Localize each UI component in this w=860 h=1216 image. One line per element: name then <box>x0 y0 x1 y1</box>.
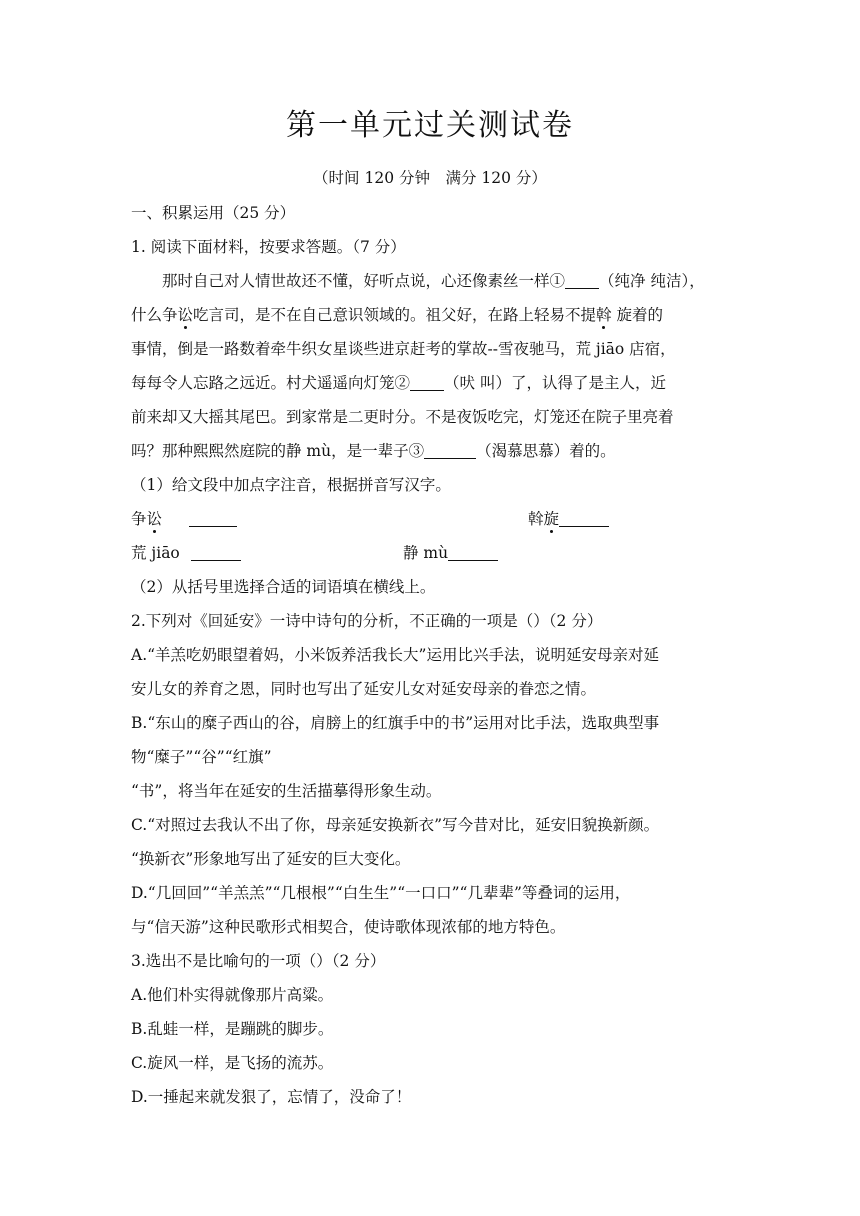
option-a-cont: 安儿女的养育之恩，同时也写出了延安儿女对延安母亲的眷恋之情。 <box>131 680 597 698</box>
option-c: C.旋风一样，是飞扬的流苏。 <box>131 1054 334 1072</box>
passage-line: 每每令人忘路之远近。村犬遥遥向灯笼② （吠 叫）了，认得了是主人，近 <box>131 374 666 392</box>
pinyin-blank[interactable] <box>559 510 609 527</box>
option-d: D.一捶起来就发狠了，忘情了，没命了！ <box>131 1088 412 1106</box>
passage-line: 什么争讼吃言司，是不在自己意识领域的。祖父好，在路上轻易不提斡 旋着的 <box>131 306 663 324</box>
passage-line: 那时自己对人情世故还不懂，好听点说，心还像素丝一样① （纯净 纯洁）， <box>162 272 705 290</box>
option-c-cont: “换新衣”形象地写出了延安的巨大变化。 <box>131 850 411 868</box>
exam-info: （时间 120 分钟 满分 120 分） <box>313 169 547 187</box>
pinyin-blank[interactable] <box>189 510 237 527</box>
dotted-char: 讼 <box>177 306 194 324</box>
option-b-cont: “书”，将当年在延安的生活描摹得形象生动。 <box>131 782 442 800</box>
dotted-char: 斡 <box>596 306 612 324</box>
fill-row: 荒 jiāo 静 mù <box>131 542 731 564</box>
answer-blank-3[interactable] <box>424 442 476 459</box>
sub-question-1: （1）给文段中加点字注音，根据拼音写汉字。 <box>131 476 451 494</box>
option-d: D.“几回回”“羊羔羔”“几根根”“白生生”“一口口”“几辈辈”等叠词的运用， <box>131 884 631 902</box>
question-1-stem: 1. 阅读下面材料，按要求答题。（7 分） <box>131 238 406 256</box>
passage-line: 事情，倒是一路数着牵牛织女星谈些进京赶考的掌故--雪夜驰马，荒 jiāo 店宿， <box>131 340 676 358</box>
option-b: B.“东山的糜子西山的谷，肩膀上的红旗手中的书”运用对比手法，选取典型事 <box>131 714 660 732</box>
question-3-stem: 3.选出不是比喻句的一项（）（2 分） <box>131 952 386 970</box>
option-d-cont: 与“信天游”这种民歌形式相契合，使诗歌体现浓郁的地方特色。 <box>131 918 566 936</box>
answer-blank-2[interactable] <box>410 374 444 391</box>
dotted-char: 旋 <box>543 510 560 528</box>
passage-line: 前来却又大摇其尾巴。到家常是二更时分。不是夜饭吃完，灯笼还在院子里亮着 <box>131 408 674 426</box>
option-b-cont: 物“糜子”“谷”“红旗” <box>131 748 272 766</box>
question-2-stem: 2.下列对《回延安》一诗中诗句的分析，不正确的一项是（）（2 分） <box>131 612 603 630</box>
option-b: B.乱蛙一样，是蹦跳的脚步。 <box>131 1020 334 1038</box>
page-title: 第一单元过关测试卷 <box>286 108 574 143</box>
option-c: C.“对照过去我认不出了你，母亲延安换新衣”写今昔对比，延安旧貌换新颜。 <box>131 816 660 834</box>
dotted-char: 讼 <box>146 510 163 528</box>
answer-blank-1[interactable] <box>565 272 599 289</box>
option-a: A.“羊羔吃奶眼望着妈，小米饭养活我长大”运用比兴手法，说明延安母亲对延 <box>131 646 659 664</box>
passage-line: 吗？那种熙熙然庭院的静 mù，是一辈子③ （渴慕思慕）着的。 <box>131 442 616 460</box>
option-a: A.他们朴实得就像那片高粱。 <box>131 986 334 1004</box>
fill-row: 争讼 斡旋 <box>131 508 731 530</box>
hanzi-blank[interactable] <box>191 544 241 561</box>
hanzi-blank[interactable] <box>448 544 498 561</box>
section-heading: 一、积累运用（25 分） <box>131 204 296 222</box>
sub-question-2: （2）从括号里选择合适的词语填在横线上。 <box>131 578 436 596</box>
